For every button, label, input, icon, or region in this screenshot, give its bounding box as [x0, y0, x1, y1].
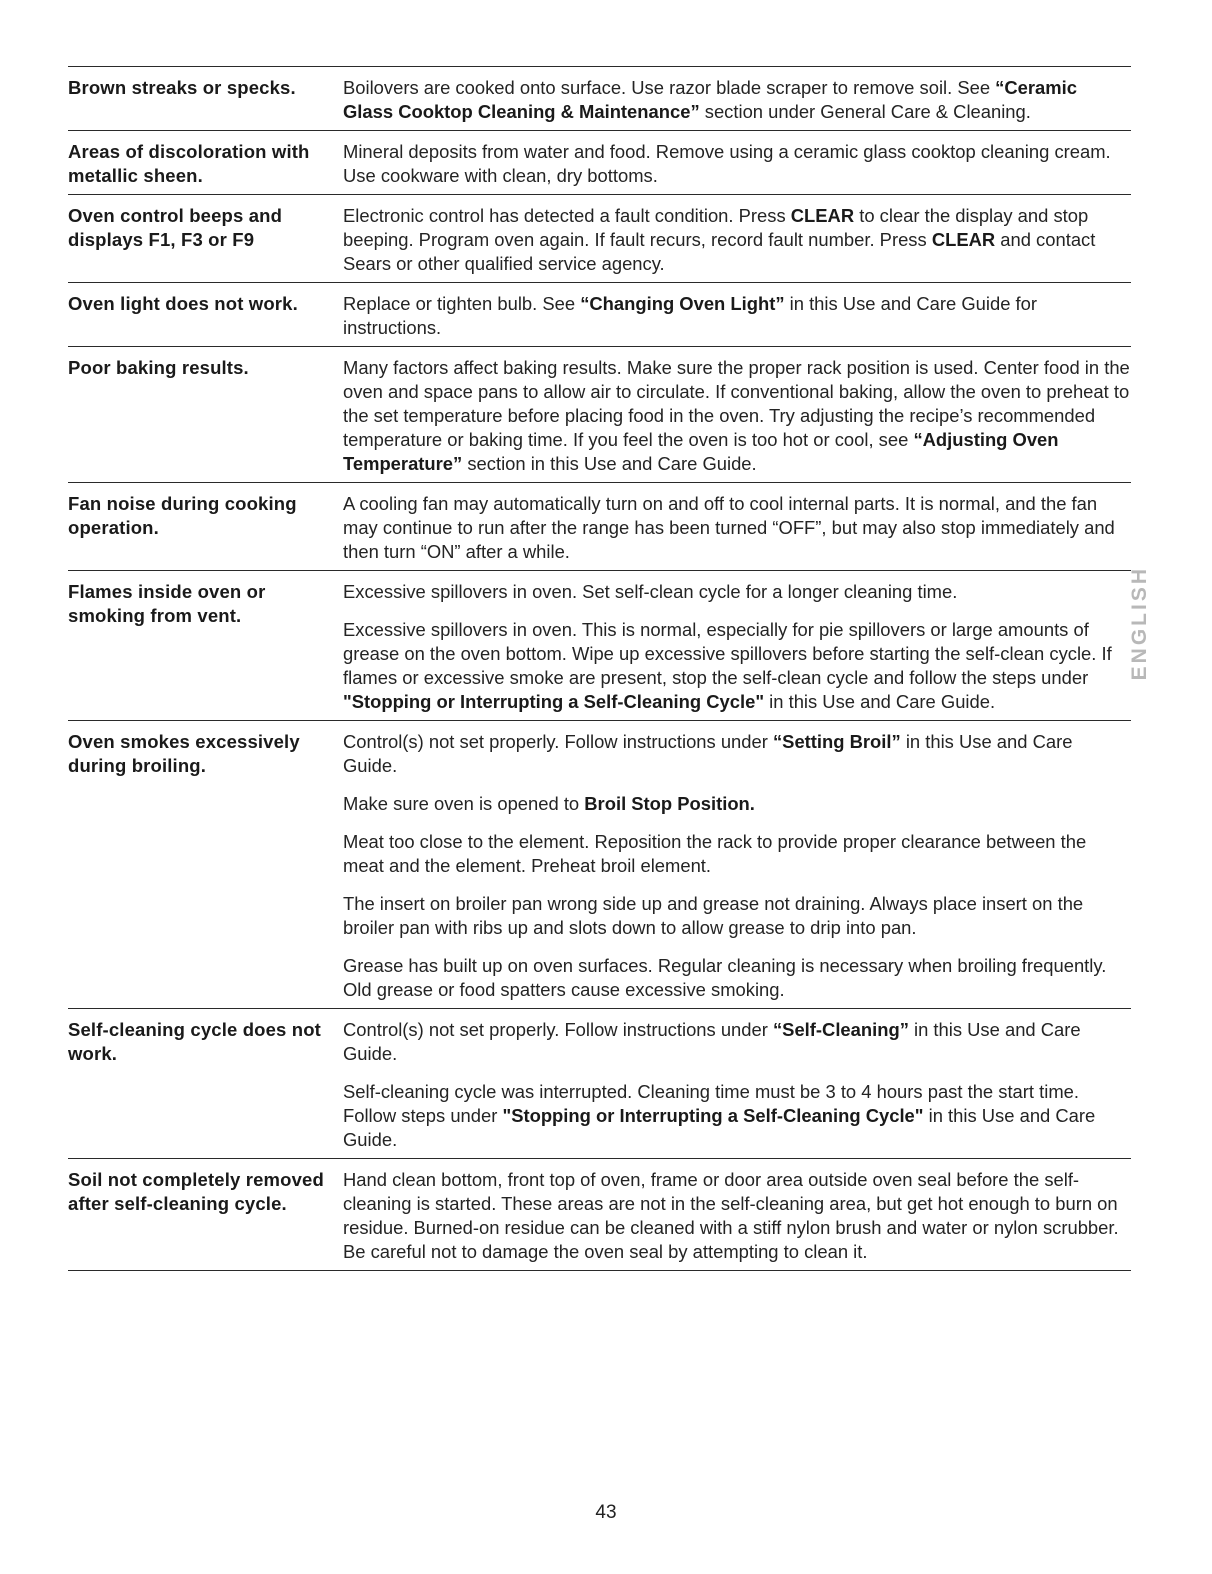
solution-cell [343, 76, 1131, 124]
emphasis-text: "Stopping or Interrupting a Self-Cleaning Cycle" [502, 1105, 924, 1126]
body-text: Electronic control has detected a fault condition. Press [343, 205, 791, 226]
table-row [68, 1158, 1131, 1270]
body-text: in this Use and Care Guide. [343, 1105, 1096, 1150]
table-row [68, 1008, 1131, 1158]
solution-paragraph [343, 76, 1131, 124]
problem-text: Self-cleaning cycle does not work. [68, 1019, 321, 1064]
solution-paragraph [343, 830, 1131, 878]
problem-text: Fan noise during cooking operation. [68, 493, 297, 538]
body-text: Control(s) not set properly. Follow instructions under [343, 731, 773, 752]
solution-cell [343, 1168, 1131, 1264]
problem-text: Oven control beeps and displays F1, F3 or F9 [68, 205, 283, 250]
solution-cell [343, 140, 1131, 188]
emphasis-text: “Changing Oven Light” [580, 293, 785, 314]
body-text: Many factors affect baking results. Make sure the proper rack position is used. Center food in the oven and space pans to allow air to circulate. If conventional baking, allow the oven to preheat to the set temperature before placing food in the oven. Try adjusting the recipe’s recommended temperature or baking time. If you feel the oven is too hot or cool, see [343, 357, 1130, 450]
problem-text: Brown streaks or specks. [68, 77, 296, 98]
solution-paragraph [343, 1080, 1131, 1152]
solution-paragraph [343, 1168, 1131, 1264]
solution-cell [343, 292, 1131, 340]
body-text: Grease has built up on oven surfaces. Regular cleaning is necessary when broiling frequently. Old grease or food spatters cause excessive smoking. [343, 955, 1107, 1000]
side-language-label: ENGLISH [1128, 566, 1151, 681]
body-text: Boilovers are cooked onto surface. Use razor blade scraper to remove soil. See [343, 77, 996, 98]
solution-paragraph [343, 204, 1131, 276]
solution-cell [343, 580, 1131, 714]
problem-text: Poor baking results. [68, 357, 249, 378]
table-row [68, 67, 1131, 130]
body-text: section under General Care & Cleaning. [699, 101, 1031, 122]
problem-text: Oven smokes excessively during broiling. [68, 731, 300, 776]
body-text: Meat too close to the element. Reposition the rack to provide proper clearance between the meat and the element. Preheat broil element. [343, 831, 1087, 876]
body-text: section in this Use and Care Guide. [462, 453, 757, 474]
emphasis-text: CLEAR [931, 229, 996, 250]
body-text: in this Use and Care Guide. [343, 1019, 1081, 1064]
table-row [68, 130, 1131, 194]
solution-paragraph [343, 730, 1131, 778]
table-row [68, 570, 1131, 720]
emphasis-text: "Stopping or Interrupting a Self-Cleaning Cycle" [343, 691, 765, 712]
solution-paragraph [343, 140, 1131, 188]
body-text: to clear the display and stop beeping. Program oven again. If fault recurs, record fault number. Press [343, 205, 1089, 250]
solution-paragraph [343, 954, 1131, 1002]
body-text: Control(s) not set properly. Follow instructions under [343, 1019, 773, 1040]
problem-text: Areas of discoloration with metallic sheen. [68, 141, 310, 186]
body-text: Make sure oven is opened to [343, 793, 585, 814]
body-text: Mineral deposits from water and food. Remove using a ceramic glass cooktop cleaning cream. Use cookware with clean, dry bottoms. [343, 141, 1111, 186]
emphasis-text: CLEAR [790, 205, 855, 226]
problem-text: Oven light does not work. [68, 293, 298, 314]
solution-paragraph [343, 580, 1131, 604]
body-text: A cooling fan may automatically turn on and off to cool internal parts. It is normal, and the fan may continue to run after the range has been turned “OFF”, but may also stop immediately and then turn “ON” after a while. [343, 493, 1115, 562]
solution-cell [343, 1018, 1131, 1152]
solution-paragraph [343, 492, 1131, 564]
body-text: Hand clean bottom, front top of oven, frame or door area outside oven seal before the self-cleaning is started. These areas are not in the self-cleaning area, but get hot enough to burn on residue. Burned-on residue can be cleaned with a stiff nylon brush and water or nylon scrubber. Be careful not to damage the oven seal by attempting to clean it. [343, 1169, 1119, 1262]
body-text: The insert on broiler pan wrong side up and grease not draining. Always place insert on the broiler pan with ribs up and slots down to allow grease to drip into pan. [343, 893, 1084, 938]
problem-text: Flames inside oven or smoking from vent. [68, 581, 266, 626]
emphasis-text: “Setting Broil” [772, 731, 901, 752]
table-row [68, 282, 1131, 346]
troubleshooting-page [68, 66, 1131, 1271]
troubleshooting-table [68, 66, 1131, 1271]
emphasis-text: Broil Stop Position. [584, 793, 755, 814]
table-row [68, 720, 1131, 1008]
solution-paragraph [343, 292, 1131, 340]
body-text: and contact Sears or other qualified service agency. [343, 229, 1096, 274]
table-row [68, 194, 1131, 282]
solution-paragraph [343, 892, 1131, 940]
body-text: Replace or tighten bulb. See [343, 293, 581, 314]
body-text: in this Use and Care Guide. [343, 731, 1073, 776]
table-row [68, 482, 1131, 570]
solution-paragraph [343, 1018, 1131, 1066]
solution-cell [343, 730, 1131, 1002]
problem-text: Soil not completely removed after self-cleaning cycle. [68, 1169, 324, 1214]
emphasis-text: “Self-Cleaning” [772, 1019, 909, 1040]
solution-paragraph [343, 792, 1131, 816]
body-text: in this Use and Care Guide. [764, 691, 996, 712]
body-text: Self-cleaning cycle was interrupted. Cleaning time must be 3 to 4 hours past the start time. Follow steps under [343, 1081, 1079, 1126]
body-text: in this Use and Care Guide for instructions. [343, 293, 1038, 338]
solution-cell [343, 204, 1131, 276]
body-text: Excessive spillovers in oven. This is normal, especially for pie spillovers or large amounts of grease on the oven bottom. Wipe up excessive spillovers before starting the self-clean cycle. If flames or excessive smoke are present, stop the self-clean cycle and follow the steps under [343, 619, 1112, 688]
solution-cell [343, 356, 1131, 476]
solution-cell [343, 492, 1131, 564]
page-number: 43 [595, 1502, 617, 1523]
table-row [68, 346, 1131, 482]
solution-paragraph [343, 356, 1131, 476]
emphasis-text: “Adjusting Oven Temperature” [343, 429, 1059, 474]
body-text: Excessive spillovers in oven. Set self-clean cycle for a longer cleaning time. [343, 581, 958, 602]
solution-paragraph [343, 618, 1131, 714]
emphasis-text: “Ceramic Glass Cooktop Cleaning & Maintenance” [343, 77, 1077, 122]
